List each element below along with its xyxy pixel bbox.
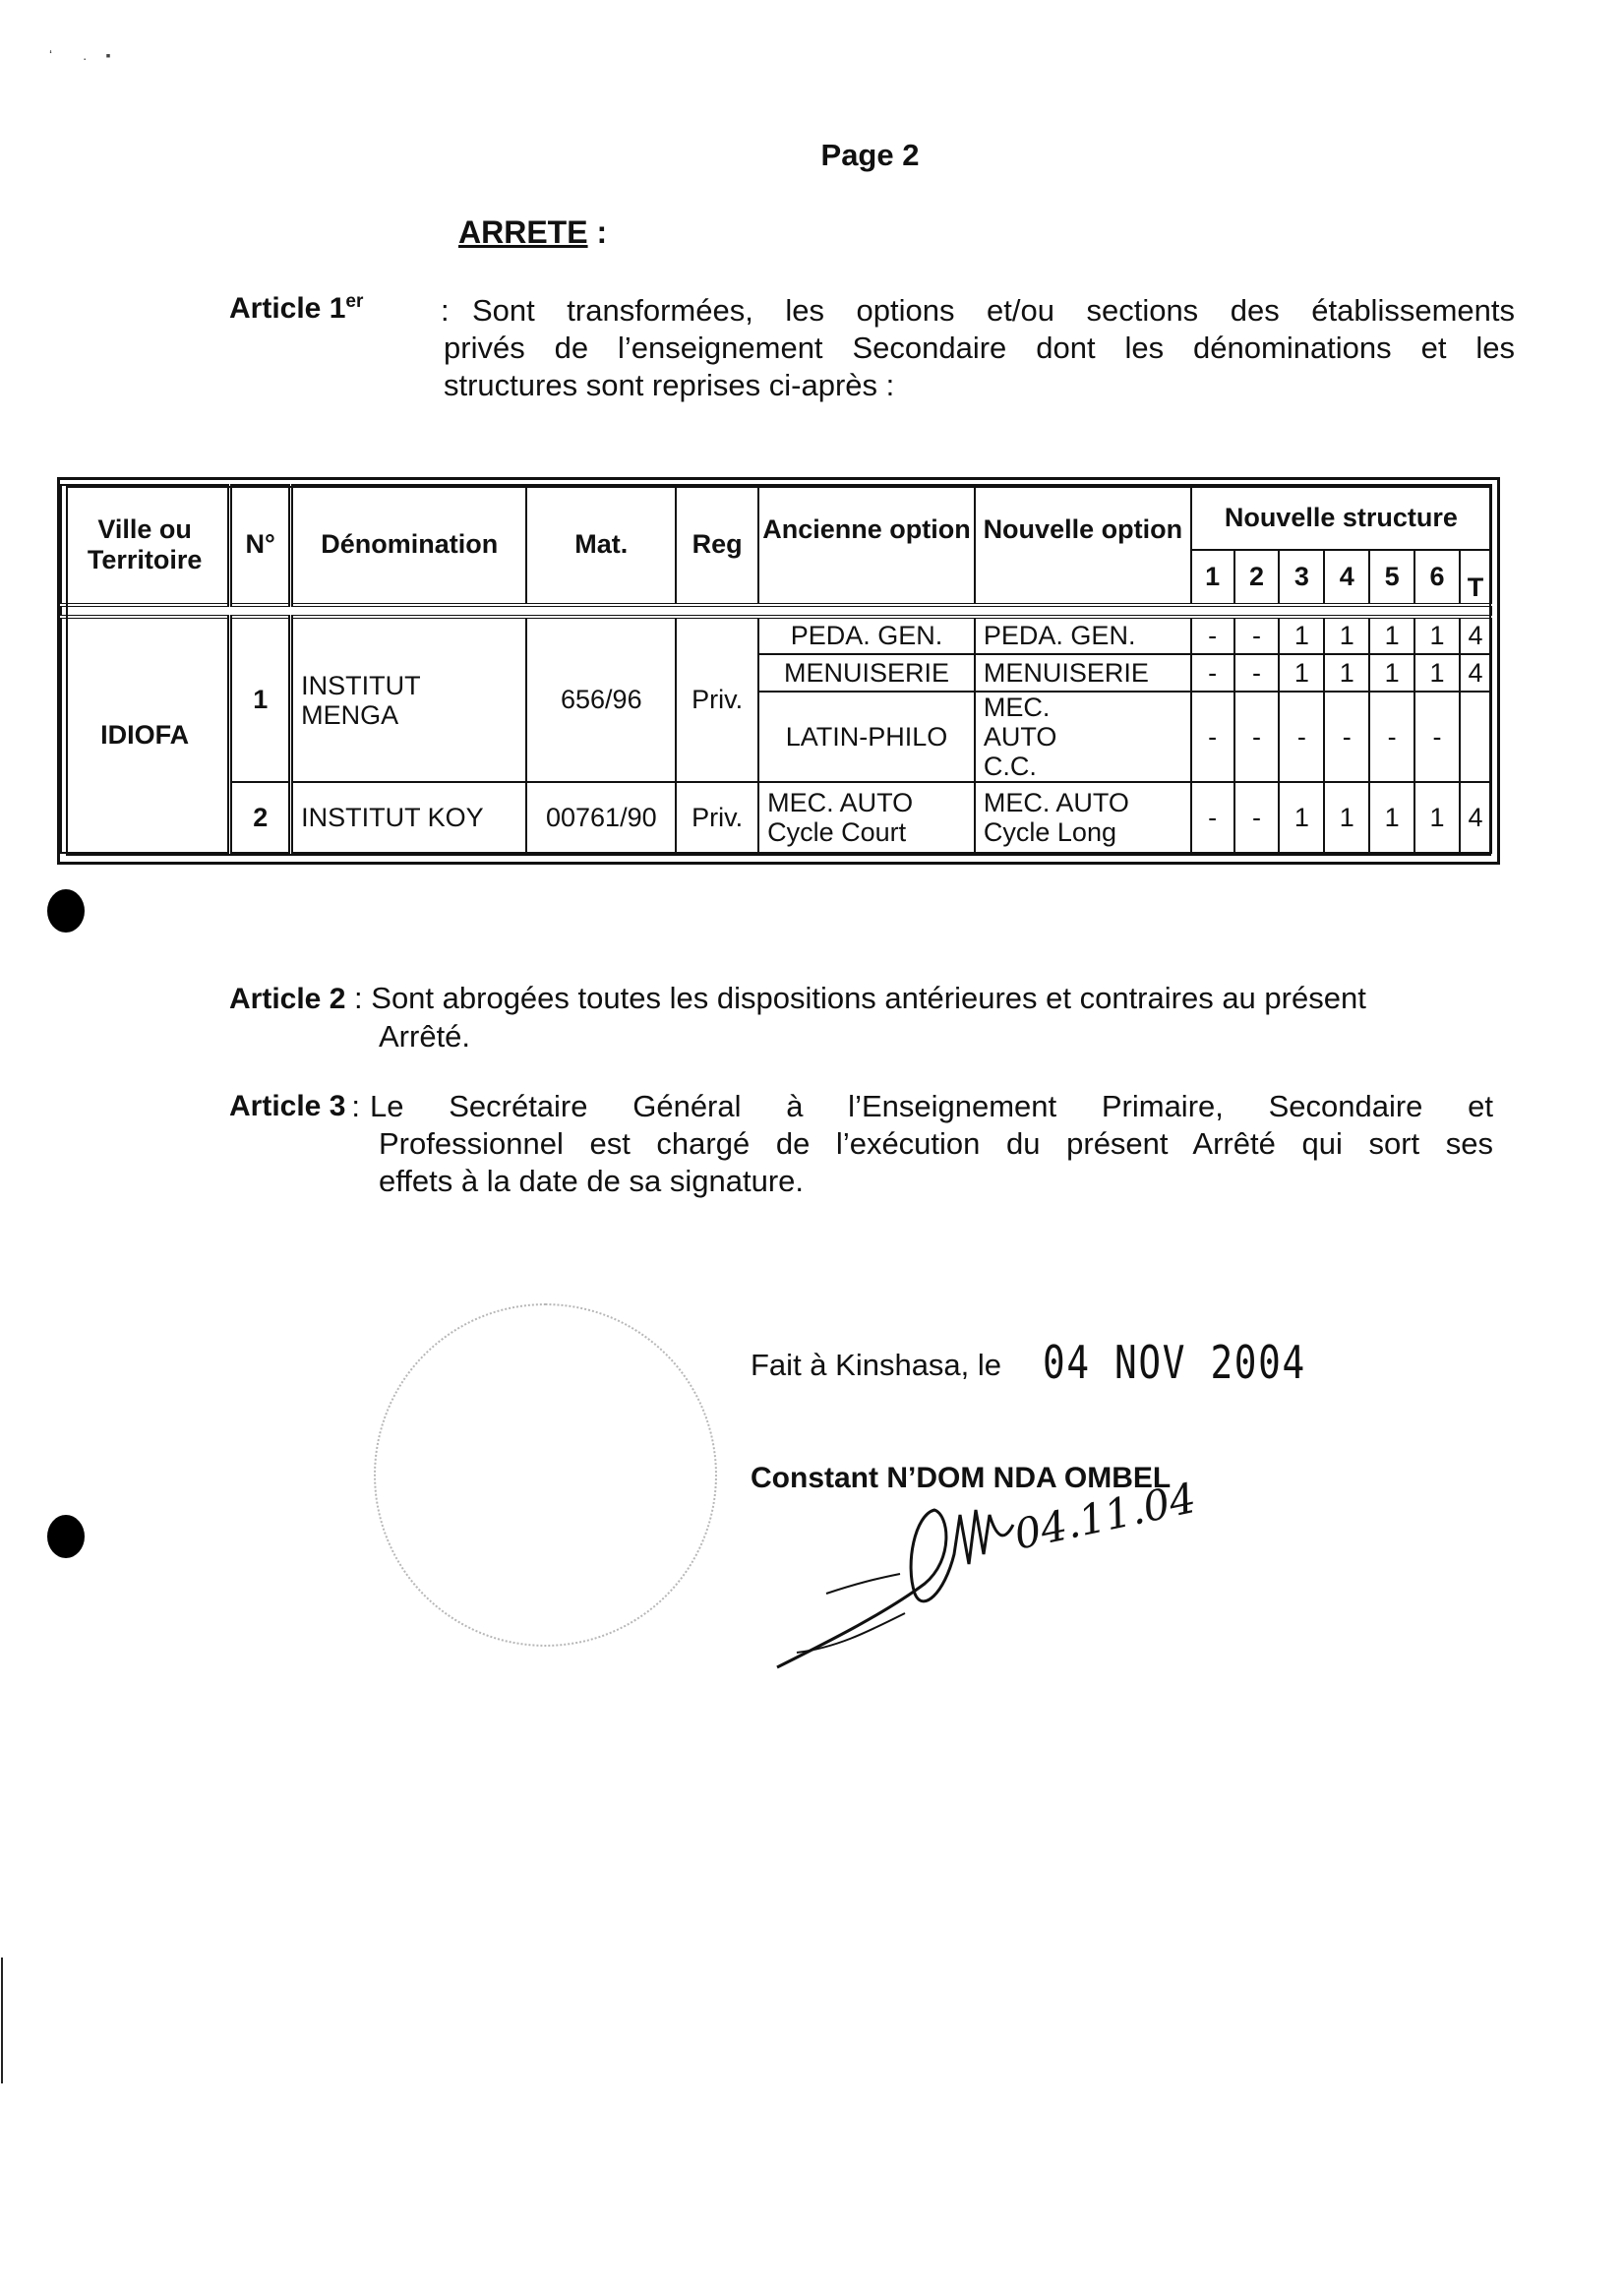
cell-nouvelle: MEC. AUTO C.C. <box>975 692 1191 782</box>
cell-ancienne: LATIN-PHILO <box>758 692 975 782</box>
cell-s2: - <box>1234 617 1280 654</box>
cell-s4: 1 <box>1324 617 1369 654</box>
signature-handwritten-date: 04.11.04 <box>1009 1473 1201 1559</box>
cell-reg: Priv. <box>676 782 758 853</box>
cell-mat: 00761/90 <box>526 782 676 853</box>
cell-num: 2 <box>230 782 291 853</box>
cell-t: 4 <box>1460 654 1491 692</box>
cell-s6: 1 <box>1414 617 1460 654</box>
signature-date-stamp: 04 NOV 2004 <box>1043 1336 1306 1389</box>
scan-margin-line <box>1 1958 3 2083</box>
punch-hole-mark <box>47 889 85 933</box>
header-ville: Ville ou Territoire <box>61 485 230 605</box>
cell-s3: 1 <box>1279 782 1324 853</box>
cell-ancienne: MENUISERIE <box>758 654 975 692</box>
cell-s3: 1 <box>1279 654 1324 692</box>
header-col-5: 5 <box>1369 550 1414 605</box>
cell-ancienne: MEC. AUTO Cycle Court <box>758 782 975 853</box>
cell-s1: - <box>1191 617 1234 654</box>
cell-ville: IDIOFA <box>61 617 230 853</box>
structure-table <box>60 484 1492 854</box>
article-1-text-cont: privés de l’enseignement Secondaire dont les dénominations et les structures sont reprises ci-après : <box>444 331 1515 402</box>
header-mat: Mat. <box>526 485 676 605</box>
article-1-label: Article 1er <box>229 291 364 325</box>
cell-s1: - <box>1191 782 1234 853</box>
handwritten-signature <box>767 1456 1220 1692</box>
cell-reg: Priv. <box>676 617 758 782</box>
article-3-text-end: effets à la date de sa signature. <box>379 1164 805 1198</box>
cell-s5: 1 <box>1369 617 1414 654</box>
cell-s5: 1 <box>1369 654 1414 692</box>
top-specks: ʻ . ▪ <box>49 47 111 63</box>
article-2-text: Sont abrogées toutes les dispositions antérieures et contraires au présent <box>371 981 1366 1015</box>
cell-s5: 1 <box>1369 782 1414 853</box>
header-denomination: Dénomination <box>291 485 527 605</box>
cell-s4: 1 <box>1324 782 1369 853</box>
cell-nouvelle: PEDA. GEN. <box>975 617 1191 654</box>
cell-s6: 1 <box>1414 782 1460 853</box>
cell-nouvelle: MENUISERIE <box>975 654 1191 692</box>
cell-t: 4 <box>1460 782 1491 853</box>
cell-s6: - <box>1414 692 1460 782</box>
article-3: Article 3 : Le Secrétaire Général à l’Enseignement Primaire, Secondaire et Professionnel est chargé de l’exécution du présent Arrêté qui sort ses effets à la date de sa signature. <box>229 1089 1493 1198</box>
official-seal-stamp <box>374 1303 717 1647</box>
header-nouvelle-structure: Nouvelle structure <box>1191 485 1491 550</box>
article-2-text-cont: Arrêté. <box>379 1019 471 1054</box>
header-col-3: 3 <box>1279 550 1324 605</box>
cell-s5: - <box>1369 692 1414 782</box>
article-2: Article 2 : Sont abrogées toutes les dispositions antérieures et contraires au présent Arrêté. <box>229 980 1488 1055</box>
cell-s2: - <box>1234 782 1280 853</box>
cell-s3: - <box>1279 692 1324 782</box>
cell-s2: - <box>1234 654 1280 692</box>
cell-s2: - <box>1234 692 1280 782</box>
header-col-6: 6 <box>1414 550 1460 605</box>
header-nouvelle-option: Nouvelle option <box>975 485 1191 605</box>
cell-t: 4 <box>1460 617 1491 654</box>
cell-nouvelle: MEC. AUTO Cycle Long <box>975 782 1191 853</box>
cell-num: 1 <box>230 617 291 782</box>
signature-place: Fait à Kinshasa, le <box>751 1348 1002 1382</box>
arrete-heading: ARRETE : <box>458 214 608 250</box>
header-ancienne-option: Ancienne option <box>758 485 975 605</box>
cell-s1: - <box>1191 692 1234 782</box>
signatory-name: Constant N’DOM NDA OMBEL <box>751 1462 1172 1494</box>
article-3-text: Le Secrétaire Général à l’Enseignement Primaire, Secondaire et <box>370 1089 1493 1123</box>
header-col-2: 2 <box>1234 550 1280 605</box>
cell-denomination: INSTITUT KOY <box>291 782 527 853</box>
cell-t <box>1460 692 1491 782</box>
cell-s1: - <box>1191 654 1234 692</box>
header-num: N° <box>230 485 291 605</box>
article-1-text: Sont transformées, les options et/ou sections des établissements <box>472 293 1515 328</box>
header-reg: Reg <box>676 485 758 605</box>
page-number: Page 2 <box>820 138 920 172</box>
cell-s4: 1 <box>1324 654 1369 692</box>
cell-s6: 1 <box>1414 654 1460 692</box>
header-col-t: T <box>1460 550 1491 605</box>
cell-s3: 1 <box>1279 617 1324 654</box>
cell-ancienne: PEDA. GEN. <box>758 617 975 654</box>
table-row <box>61 782 1491 853</box>
table-row <box>61 617 1491 654</box>
cell-s4: - <box>1324 692 1369 782</box>
header-col-4: 4 <box>1324 550 1369 605</box>
header-col-1: 1 <box>1191 550 1234 605</box>
cell-mat: 656/96 <box>526 617 676 782</box>
article-2-label: Article 2 <box>229 983 346 1015</box>
article-1-colon: : <box>441 293 450 328</box>
article-3-text-cont: Professionnel est chargé de l’exécution du présent Arrêté qui sort ses <box>379 1126 1493 1161</box>
article-3-label: Article 3 <box>229 1090 346 1122</box>
punch-hole-mark <box>47 1515 85 1558</box>
cell-denomination: INSTITUT MENGA <box>291 617 527 782</box>
